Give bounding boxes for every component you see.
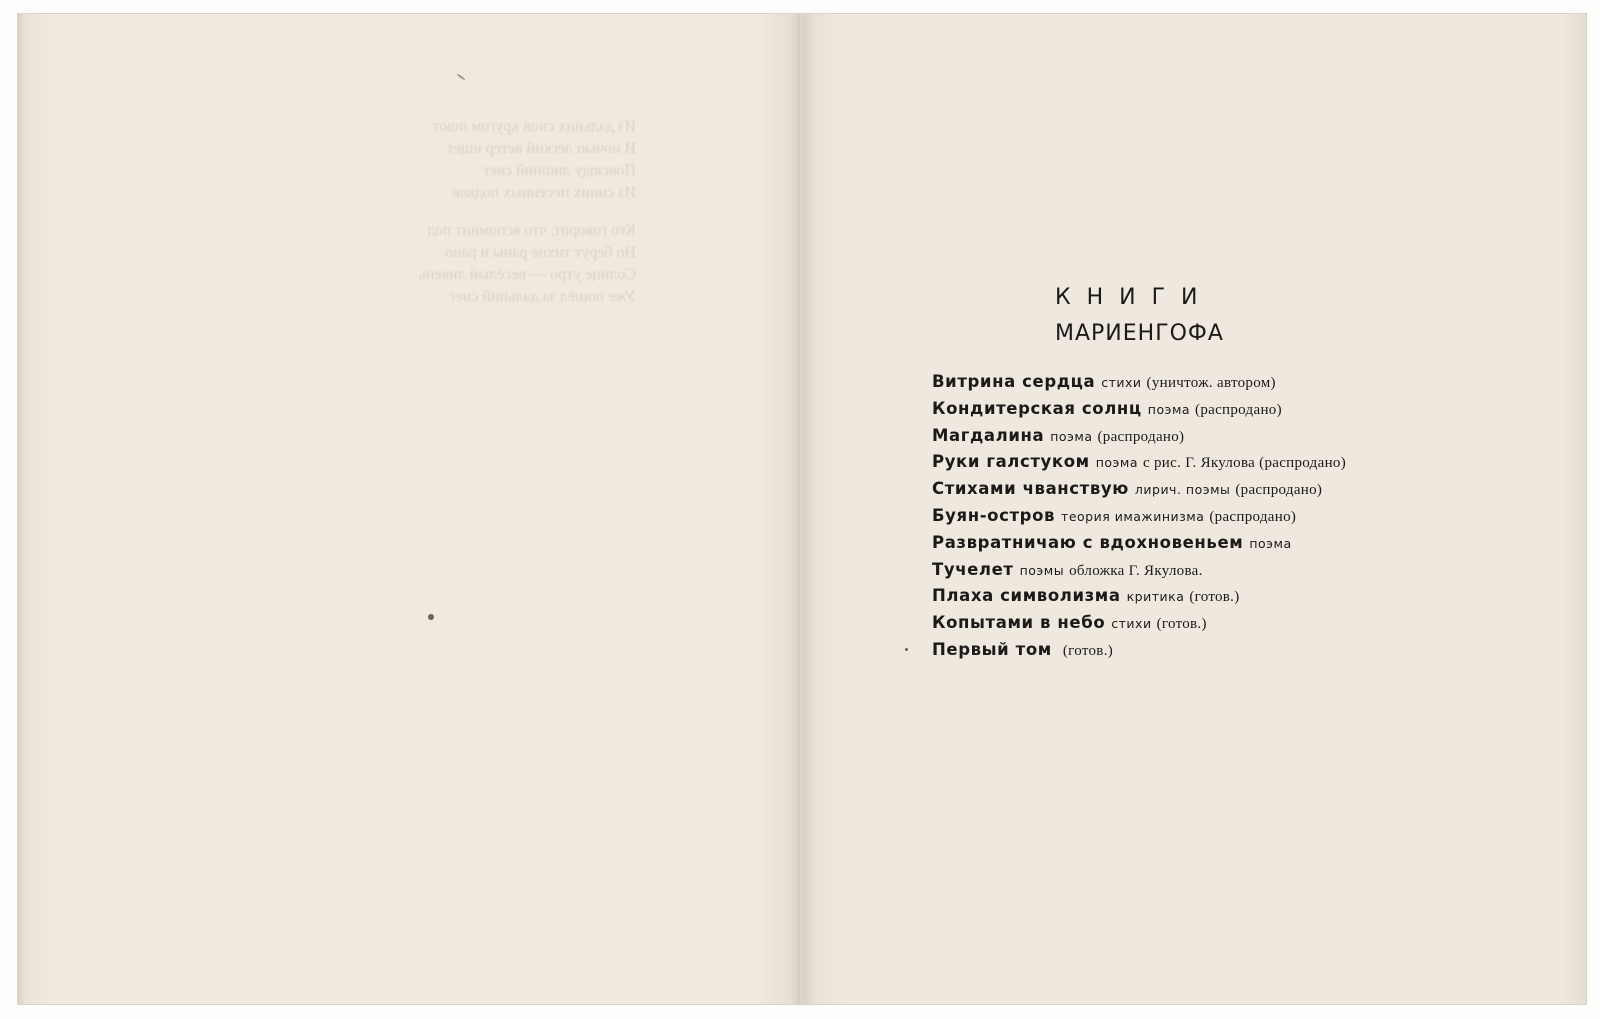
show-through-stanza — [276, 116, 636, 204]
heading-line-author: МАРИЕНГОФА — [1055, 321, 1224, 346]
book-genre: стихи — [1111, 616, 1152, 632]
book-note: (готов.) — [1156, 616, 1207, 633]
book-title: Копытами в небо — [932, 613, 1106, 633]
book-entry — [932, 533, 1346, 560]
book-entry — [932, 452, 1346, 479]
book-entry — [932, 586, 1346, 613]
left-page — [18, 14, 801, 1004]
show-through-line: Солнце утро — весёлый ливень — [418, 266, 636, 283]
book-title: Тучелет — [932, 559, 1014, 579]
book-genre: поэмы — [1019, 562, 1065, 578]
book-list — [932, 372, 1346, 667]
show-through-line: Повсюду лишний свет — [483, 162, 636, 179]
paper-speck — [456, 73, 465, 80]
heading-line-books: КНИГИ — [1055, 285, 1214, 310]
book-note: (распродано) — [1209, 508, 1297, 525]
book-entry — [932, 426, 1346, 453]
book-note: (распродано) — [1097, 428, 1185, 445]
book-note: с рис. Г. Якулова (распродано) — [1143, 455, 1346, 472]
show-through-line: Из дальних снов кругом поют — [432, 118, 636, 135]
book-title: Буян-остров — [932, 505, 1056, 525]
book-entry — [932, 560, 1346, 587]
page-heading — [1055, 282, 1224, 352]
book-note: (распродано) — [1235, 482, 1323, 499]
book-genre: поэма — [1147, 401, 1191, 417]
book-genre: теория имажинизма — [1061, 508, 1205, 524]
show-through-text — [276, 116, 636, 324]
book-title: Витрина сердца — [932, 372, 1096, 391]
book-entry — [932, 399, 1346, 426]
book-genre: поэма — [1249, 535, 1292, 551]
paper-speck — [905, 648, 908, 651]
book-entry — [932, 479, 1346, 506]
book-title: Плаха символизма — [932, 586, 1121, 606]
book-title: Развратничаю с вдохновеньем — [932, 532, 1244, 552]
book-genre: стихи — [1101, 375, 1142, 390]
book-title: Стихами чванствую — [932, 479, 1129, 499]
show-through-line: И ночью лёгкий ветер ищет — [446, 140, 636, 157]
book-genre: лирич. поэмы — [1134, 482, 1231, 498]
book-title: Кондитерская солнц — [932, 398, 1142, 418]
book-title: Первый том — [932, 639, 1052, 659]
book-note: (распродано) — [1195, 401, 1282, 418]
book-note: обложка Г. Якулова. — [1069, 562, 1203, 579]
book-note: (готов.) — [1062, 642, 1114, 659]
show-through-line: Уже пошёл за дальний снег — [449, 288, 636, 305]
book-entry — [932, 640, 1346, 667]
show-through-stanza — [276, 220, 636, 308]
book-entry — [932, 372, 1346, 399]
book-title: Магдалина — [932, 425, 1045, 445]
book-genre: поэма — [1095, 455, 1138, 471]
book-entry — [932, 613, 1346, 640]
book-genre: критика — [1126, 589, 1185, 605]
show-through-line: Из синих песенных подков — [452, 184, 636, 201]
paper-speck — [428, 614, 434, 620]
book-note: (готов.) — [1189, 589, 1240, 606]
show-through-line: Кто говорит, что вспомнит под — [427, 222, 636, 239]
book-title: Руки галстуком — [932, 452, 1090, 472]
book-note: (уничтож. автором) — [1146, 375, 1276, 391]
book-genre: поэма — [1050, 428, 1093, 444]
show-through-line: Но берут тихие раны и рано — [444, 244, 636, 261]
book-entry — [932, 506, 1346, 533]
